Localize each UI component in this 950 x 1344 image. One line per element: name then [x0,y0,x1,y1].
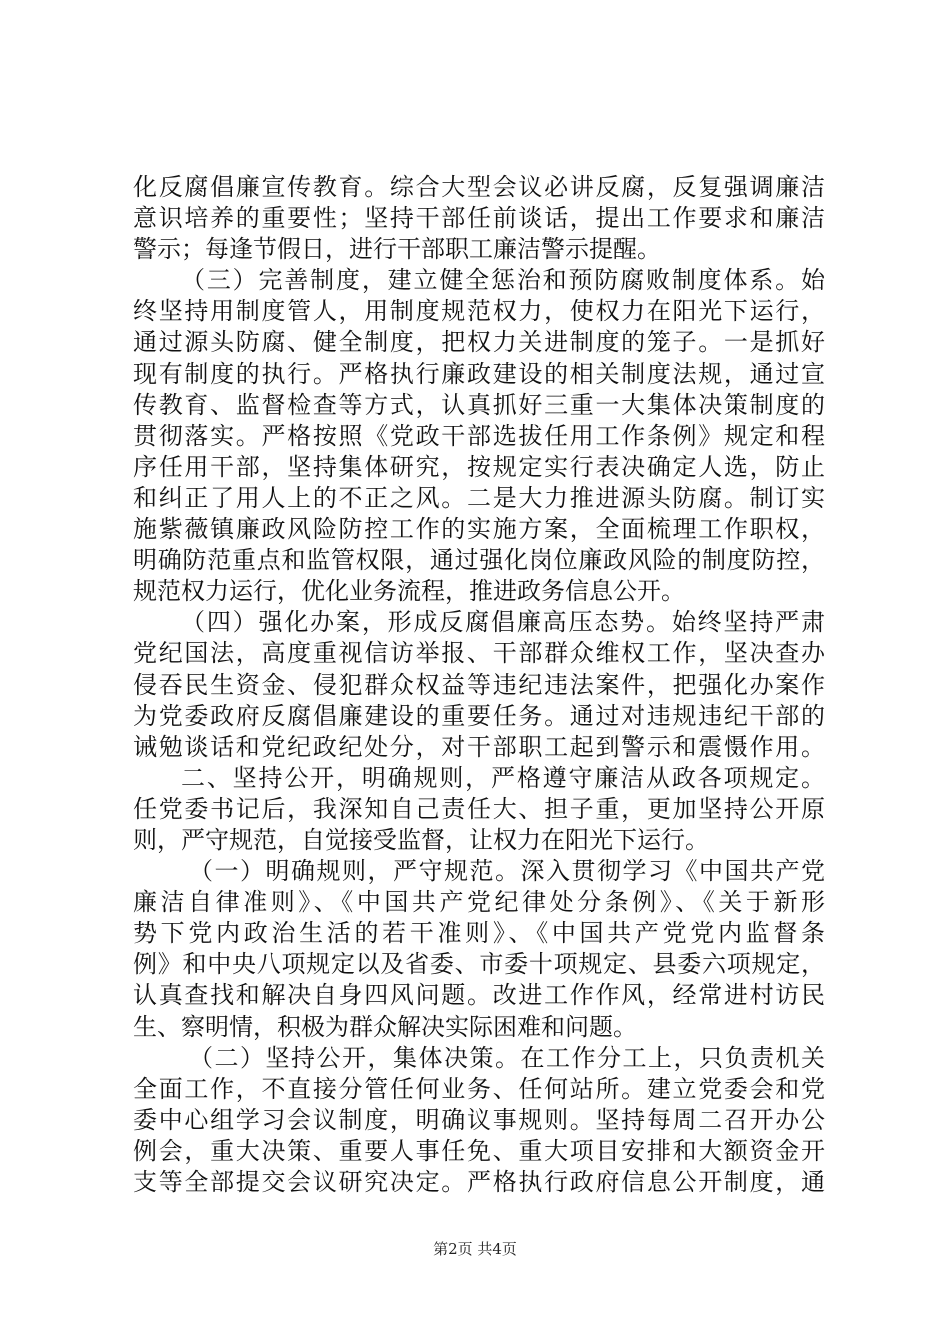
text-line: （一）明确规则，严守规范。深入贯彻学习《中国共产党 [189,857,825,886]
text-line: 认真查找和解决自身四风问题。改进工作作风，经常进村访民 [133,981,825,1010]
text-line: 规范权力运行，优化业务流程，推进政务信息公开。 [133,577,685,606]
text-line: 全面工作，不直接分管任何业务、任何站所。建立党委会和党 [133,1074,825,1103]
text-line: 生、察明情，积极为群众解决实际困难和问题。 [133,1012,637,1041]
text-line: 支等全部提交会议研究决定。严格执行政府信息公开制度，通 [133,1168,825,1196]
text-line: （四）强化办案，形成反腐倡廉高压态势。始终坚持严肃 [181,608,825,637]
text-line: 传教育、监督检查等方式，认真抓好三重一大集体决策制度的 [133,390,825,419]
text-line: （二）坚持公开，集体决策。在工作分工上，只负责机关 [189,1043,825,1072]
text-line: 现有制度的执行。严格执行廉政建设的相关制度法规，通过宣 [133,359,825,388]
text-line: （三）完善制度，建立健全惩治和预防腐败制度体系。始 [181,266,825,295]
text-line: 警示；每逢节假日，进行干部职工廉洁警示提醒。 [133,235,661,264]
text-line: 二、坚持公开，明确规则，严格遵守廉洁从政各项规定。 [181,763,825,792]
text-line: 任党委书记后，我深知自己责任大、担子重，更加坚持公开原 [133,794,825,823]
text-line: 则，严守规范，自觉接受监督，让权力在阳光下运行。 [133,825,709,854]
text-line: 为党委政府反腐倡廉建设的重要任务。通过对违规违纪干部的 [133,701,825,730]
text-line: 贯彻落实。严格按照《党政干部选拔任用工作条例》规定和程 [133,421,825,450]
page-number-footer: 第2页 共4页 [433,1240,517,1258]
text-line: 施紫薇镇廉政风险防控工作的实施方案，全面梳理工作职权， [133,515,825,544]
text-line: 诫勉谈话和党纪政纪处分，对干部职工起到警示和震慑作用。 [133,732,825,761]
text-line: 例》和中央八项规定以及省委、市委十项规定、县委六项规定， [133,950,825,979]
text-line: 化反腐倡廉宣传教育。综合大型会议必讲反腐，反复强调廉洁 [133,173,825,201]
text-line: 党纪国法，高度重视信访举报、干部群众维权工作，坚决查办 [133,639,825,668]
text-line: 意识培养的重要性；坚持干部任前谈话，提出工作要求和廉洁 [133,204,825,233]
text-line: 廉洁自律准则》、《中国共产党纪律处分条例》、《关于新形 [133,888,825,917]
text-line: 侵吞民生资金、侵犯群众权益等违纪违法案件，把强化办案作 [133,670,825,699]
text-line: 势下党内政治生活的若干准则》、《中国共产党党内监督条 [133,919,825,948]
text-line: 序任用干部，坚持集体研究，按规定实行表决确定人选，防止 [133,452,825,481]
text-line: 和纠正了用人上的不正之风。二是大力推进源头防腐。制订实 [133,483,825,512]
text-line: 终坚持用制度管人，用制度规范权力，使权力在阳光下运行， [133,297,825,326]
text-line: 委中心组学习会议制度，明确议事规则。坚持每周二召开办公 [133,1105,825,1134]
text-line: 明确防范重点和监管权限，通过强化岗位廉政风险的制度防控， [133,546,825,575]
text-line: 通过源头防腐、健全制度，把权力关进制度的笼子。一是抓好 [133,328,825,357]
text-line: 例会，重大决策、重要人事任免、重大项目安排和大额资金开 [133,1136,825,1165]
document-body [133,172,825,1198]
